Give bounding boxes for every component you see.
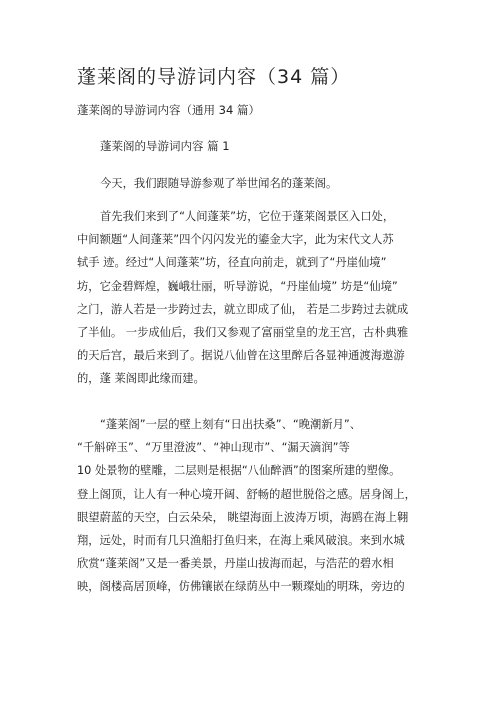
paragraph-line: 欣赏“蓬莱阁”又是一番美景，丹崖山拔海而起，与浩茫的碧水相 — [77, 557, 394, 571]
paragraph-line: 轼手 迹。经过“人间蓬莱”坊，径直向前走，就到了“丹崖仙境” — [77, 256, 387, 270]
paragraph-line: 的天后宫，最后来到了。据说八仙曾在这里醉后各显神通渡海遨游 — [77, 349, 405, 363]
paragraph-line: 眼望蔚蓝的天空，白云朵朵， 眺望海面上波涛万顷，海鸥在海上翱 — [77, 510, 409, 524]
paragraph-line: 登上阁顶，让人有一种心境开阔、舒畅的超世脱俗之感。居身阁上， — [77, 487, 416, 501]
section-heading: 蓬莱阁的导游词内容 篇 1 — [100, 139, 230, 153]
paragraph-entrance — [77, 205, 408, 391]
paragraph-intro — [77, 172, 337, 195]
paragraph-line: 了半仙。 一步成仙后，我们又参观了富丽堂皇的龙王宫，古朴典雅 — [77, 325, 409, 339]
document-title: 蓬莱阁的导游词内容（34 篇） — [77, 66, 351, 88]
document-subtitle: 蓬莱阁的导游词内容（通用 34 篇） — [77, 103, 260, 117]
paragraph-line: 之门，游人若是一步跨过去，就立即成了仙， 若是二步跨过去就成 — [77, 302, 409, 316]
paragraph-line: 坊，它金碧辉煌，巍峨壮丽，听导游说，“丹崖仙境” 坊是“仙境” — [77, 279, 398, 293]
paragraph-line: 中间额题“人间蓬莱”四个闪闪发光的鎏金大字，此为宋代文人苏 — [77, 233, 394, 247]
paragraph-line: “蓬莱阁”一层的壁上刻有“日出扶桑”、“晚潮新月”、 — [100, 418, 362, 431]
paragraph-pavilion — [77, 413, 416, 599]
paragraph-line: 10 处景物的壁雕，二层则是根据“八仙醉酒”的图案所建的塑像。 — [77, 464, 401, 478]
paragraph-line: 首先我们来到了“人间蓬莱”坊，它位于蓬莱阁景区入口处， — [100, 210, 395, 223]
paragraph-line: 映，阁楼高居顶峰，仿佛镶嵌在绿荫丛中一颗璨灿的明珠，旁边的 — [77, 580, 405, 594]
paragraph-line: 的，蓬 莱阁即此缘而建。 — [77, 372, 205, 386]
paragraph-line: “千斛碎玉”、“万里澄波”、“神山现市”、“漏天滴润”等 — [77, 441, 350, 455]
paragraph-line: 今天，我们跟随导游参观了举世闻名的蓬莱阁。 — [100, 177, 338, 190]
paragraph-line: 翔，远处，时而有几只渔船打鱼归来，在海上乘风破浪。来到水城 — [77, 533, 405, 547]
